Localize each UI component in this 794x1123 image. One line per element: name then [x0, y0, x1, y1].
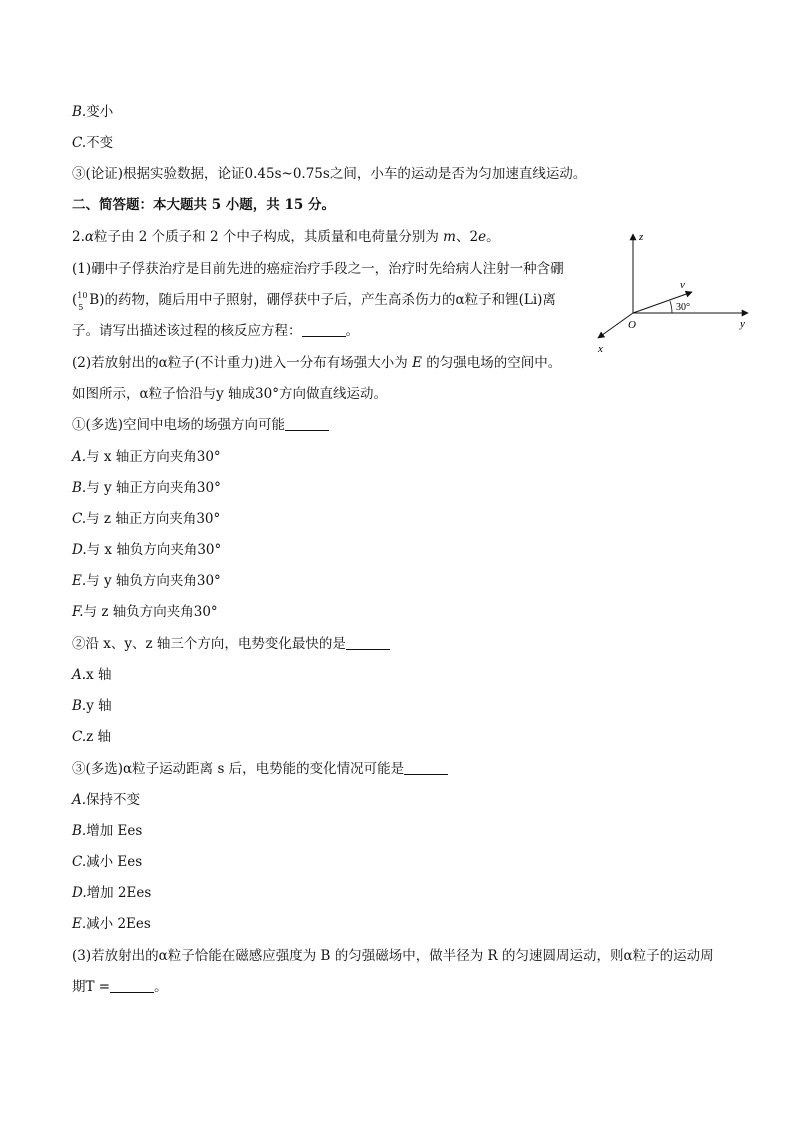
answer-blank-equation[interactable] [302, 322, 346, 337]
part-1-line-1: (1)硼中子俘获治疗是目前先进的癌症治疗手段之一，治疗时先给病人注射一种含硼 [72, 261, 564, 277]
sub3-option-d: D.增加 2Ees [72, 885, 152, 901]
section-title: 二、简答题：本大题共 5 小题，共 15 分。 [72, 197, 335, 213]
angle-label: 30° [676, 302, 690, 313]
sub-question-1: ①(多选)空间中电场的场强方向可能 [72, 415, 329, 435]
sub1-option-d: D.与 x 轴负方向夹角30° [72, 542, 222, 558]
sub3-option-b: B.增加 Ees [72, 823, 143, 839]
z-axis-label: z [639, 231, 644, 243]
angle-arc [670, 301, 672, 313]
part-1-line-2: ( 10 5 B)的药物，随后用中子照射，硼俘获中子后，产生高杀伤力的α粒子和锂(Li)离 [72, 291, 556, 312]
sub2-option-a: A.x 轴 [72, 667, 112, 683]
part-3-line-1: (3)若放射出的α粒子恰能在磁感应强度为 B 的匀强磁场中，做半径为 R 的匀速圆周运动，则α粒子的运动周 [72, 948, 714, 964]
coordinate-figure [590, 228, 760, 356]
velocity-label: v [680, 279, 685, 291]
question-2-intro: 2.α粒子由 2 个质子和 2 个中子构成，其质量和电荷量分别为 m、2e。 [72, 229, 500, 245]
answer-blank-sub3[interactable] [404, 760, 448, 775]
sub1-option-b: B.与 y 轴正方向夹角30° [72, 480, 221, 496]
part-1-line-3: 子。请写出描述该过程的核反应方程： 。 [72, 323, 359, 339]
part-2-line-2: 如图所示，α粒子恰沿与y 轴成30°方向做直线运动。 [72, 386, 387, 402]
sub2-option-c: C.z 轴 [72, 729, 112, 745]
answer-blank-sub2[interactable] [346, 635, 390, 650]
sub3-option-c: C.减小 Ees [72, 854, 143, 870]
sub1-option-e: E.与 y 轴负方向夹角30° [72, 573, 221, 589]
boron-isotope-notation: 10 5 [77, 291, 88, 312]
sub-question-3: ③(多选)α粒子运动距离 s 后，电势能的变化情况可能是 [72, 759, 448, 779]
answer-blank-sub1[interactable] [285, 416, 329, 431]
origin-label: O [628, 319, 636, 331]
option-b-prev: B.变小 [72, 104, 114, 120]
y-axis-label: y [740, 318, 745, 330]
x-axis-label: x [598, 343, 603, 355]
sub3-option-a: A.保持不变 [72, 792, 141, 808]
sub1-option-c: C.与 z 轴正方向夹角30° [72, 511, 221, 527]
sub1-option-f: F.与 z 轴负方向夹角30° [72, 604, 218, 620]
question-3-text: ③(论证)根据实验数据，论证0.45s~0.75s之间，小车的运动是否为匀加速直线运动。 [72, 166, 587, 182]
sub1-option-a: A.与 x 轴正方向夹角30° [72, 449, 221, 465]
answer-blank-period[interactable] [110, 978, 154, 993]
sub3-option-e: E.减小 2Ees [72, 916, 151, 932]
sub2-option-b: B.y 轴 [72, 698, 112, 714]
option-c-prev: C.不变 [72, 135, 114, 151]
part-3-line-2: 期T = 。 [72, 979, 168, 995]
axes-diagram [590, 228, 760, 356]
part-2-line-1: (2)若放射出的α粒子(不计重力)进入一分布有场强大小为 E 的匀强电场的空间中。 [72, 355, 562, 371]
sub-question-2: ②沿 x、y、z 轴三个方向，电势变化最快的是 [72, 634, 390, 654]
